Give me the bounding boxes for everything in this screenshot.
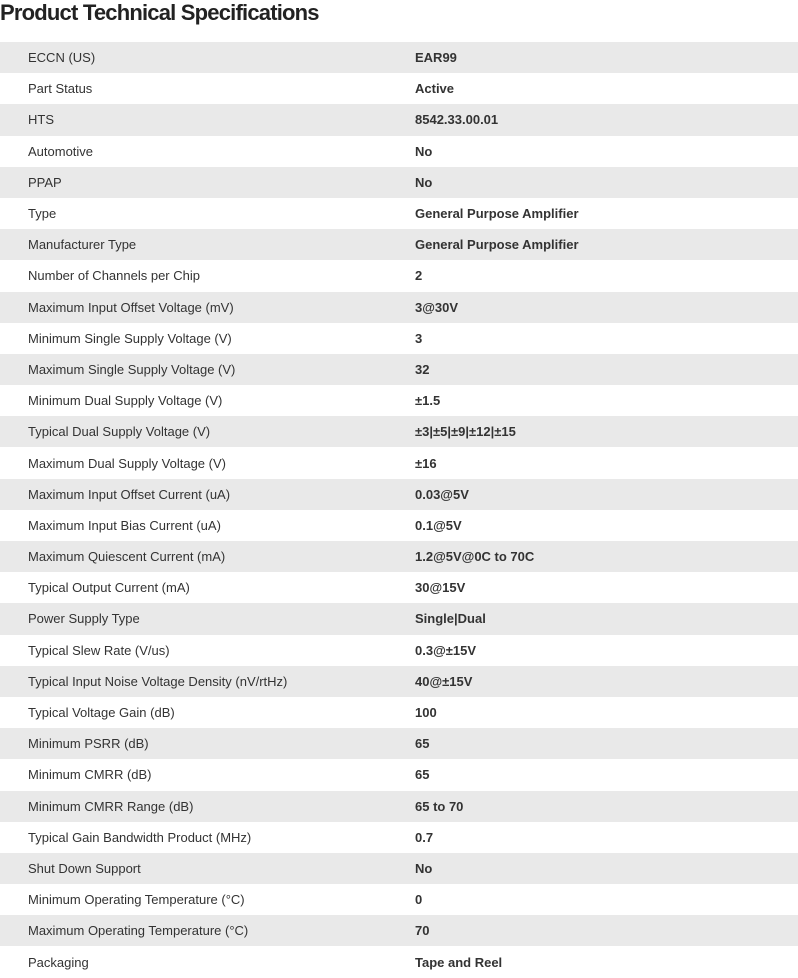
spec-table bbox=[0, 42, 798, 978]
spec-label: Part Status bbox=[0, 73, 415, 104]
spec-label: Maximum Dual Supply Voltage (V) bbox=[0, 447, 415, 478]
spec-label: Manufacturer Type bbox=[0, 229, 415, 260]
spec-value: No bbox=[415, 136, 798, 167]
spec-label: Typical Input Noise Voltage Density (nV/rtHz) bbox=[0, 666, 415, 697]
spec-value: ±1.5 bbox=[415, 385, 798, 416]
spec-value: 100 bbox=[415, 697, 798, 728]
page-title: Product Technical Specifications bbox=[0, 0, 319, 25]
table-row bbox=[0, 447, 798, 478]
table-row bbox=[0, 260, 798, 291]
spec-label: Packaging bbox=[0, 946, 415, 977]
spec-value: 65 bbox=[415, 759, 798, 790]
table-row bbox=[0, 42, 798, 73]
spec-value: Active bbox=[415, 73, 798, 104]
table-row bbox=[0, 853, 798, 884]
spec-value: EAR99 bbox=[415, 42, 798, 73]
spec-label: Shut Down Support bbox=[0, 853, 415, 884]
spec-label: Typical Slew Rate (V/us) bbox=[0, 635, 415, 666]
table-row bbox=[0, 884, 798, 915]
spec-label: Typical Voltage Gain (dB) bbox=[0, 697, 415, 728]
table-row bbox=[0, 104, 798, 135]
spec-value: 3 bbox=[415, 323, 798, 354]
spec-value: General Purpose Amplifier bbox=[415, 198, 798, 229]
table-row bbox=[0, 416, 798, 447]
table-row bbox=[0, 510, 798, 541]
table-row bbox=[0, 666, 798, 697]
spec-value: 65 bbox=[415, 728, 798, 759]
spec-value: No bbox=[415, 853, 798, 884]
table-row bbox=[0, 198, 798, 229]
table-row bbox=[0, 323, 798, 354]
spec-value: 65 to 70 bbox=[415, 791, 798, 822]
spec-label: Typical Dual Supply Voltage (V) bbox=[0, 416, 415, 447]
table-row bbox=[0, 791, 798, 822]
spec-value: 40@±15V bbox=[415, 666, 798, 697]
table-row bbox=[0, 759, 798, 790]
spec-value: 0 bbox=[415, 884, 798, 915]
spec-label: Type bbox=[0, 198, 415, 229]
table-row bbox=[0, 229, 798, 260]
spec-value: Tape and Reel bbox=[415, 946, 798, 977]
spec-label: Minimum Dual Supply Voltage (V) bbox=[0, 385, 415, 416]
table-row bbox=[0, 292, 798, 323]
spec-label: Maximum Input Bias Current (uA) bbox=[0, 510, 415, 541]
spec-label: Typical Gain Bandwidth Product (MHz) bbox=[0, 822, 415, 853]
spec-label: Maximum Input Offset Voltage (mV) bbox=[0, 292, 415, 323]
spec-value: Single|Dual bbox=[415, 603, 798, 634]
spec-value: 70 bbox=[415, 915, 798, 946]
spec-value: 2 bbox=[415, 260, 798, 291]
table-row bbox=[0, 73, 798, 104]
table-row bbox=[0, 479, 798, 510]
table-row bbox=[0, 572, 798, 603]
table-row bbox=[0, 915, 798, 946]
spec-label: ECCN (US) bbox=[0, 42, 415, 73]
spec-label: HTS bbox=[0, 104, 415, 135]
spec-label: Minimum CMRR Range (dB) bbox=[0, 791, 415, 822]
spec-label: Number of Channels per Chip bbox=[0, 260, 415, 291]
spec-label: Maximum Input Offset Current (uA) bbox=[0, 479, 415, 510]
table-row bbox=[0, 136, 798, 167]
table-row bbox=[0, 822, 798, 853]
spec-value: 1.2@5V@0C to 70C bbox=[415, 541, 798, 572]
spec-value: 30@15V bbox=[415, 572, 798, 603]
spec-label: PPAP bbox=[0, 167, 415, 198]
spec-value: 3@30V bbox=[415, 292, 798, 323]
spec-value: ±3|±5|±9|±12|±15 bbox=[415, 416, 798, 447]
spec-label: Minimum CMRR (dB) bbox=[0, 759, 415, 790]
spec-table-body bbox=[0, 42, 798, 978]
spec-label: Minimum Operating Temperature (°C) bbox=[0, 884, 415, 915]
spec-value: No bbox=[415, 167, 798, 198]
spec-label: Typical Output Current (mA) bbox=[0, 572, 415, 603]
spec-value: 0.1@5V bbox=[415, 510, 798, 541]
spec-label: Maximum Quiescent Current (mA) bbox=[0, 541, 415, 572]
spec-label: Automotive bbox=[0, 136, 415, 167]
spec-value: 0.3@±15V bbox=[415, 635, 798, 666]
spec-label: Minimum PSRR (dB) bbox=[0, 728, 415, 759]
table-row bbox=[0, 728, 798, 759]
table-row bbox=[0, 354, 798, 385]
spec-label: Minimum Single Supply Voltage (V) bbox=[0, 323, 415, 354]
table-row bbox=[0, 385, 798, 416]
spec-value: 8542.33.00.01 bbox=[415, 104, 798, 135]
table-row bbox=[0, 946, 798, 977]
table-row bbox=[0, 635, 798, 666]
table-row bbox=[0, 697, 798, 728]
spec-value: General Purpose Amplifier bbox=[415, 229, 798, 260]
table-row bbox=[0, 167, 798, 198]
spec-value: 0.03@5V bbox=[415, 479, 798, 510]
spec-label: Maximum Single Supply Voltage (V) bbox=[0, 354, 415, 385]
spec-value: ±16 bbox=[415, 447, 798, 478]
spec-value: 0.7 bbox=[415, 822, 798, 853]
spec-label: Maximum Operating Temperature (°C) bbox=[0, 915, 415, 946]
table-row bbox=[0, 541, 798, 572]
spec-value: 32 bbox=[415, 354, 798, 385]
table-row bbox=[0, 603, 798, 634]
spec-label: Power Supply Type bbox=[0, 603, 415, 634]
